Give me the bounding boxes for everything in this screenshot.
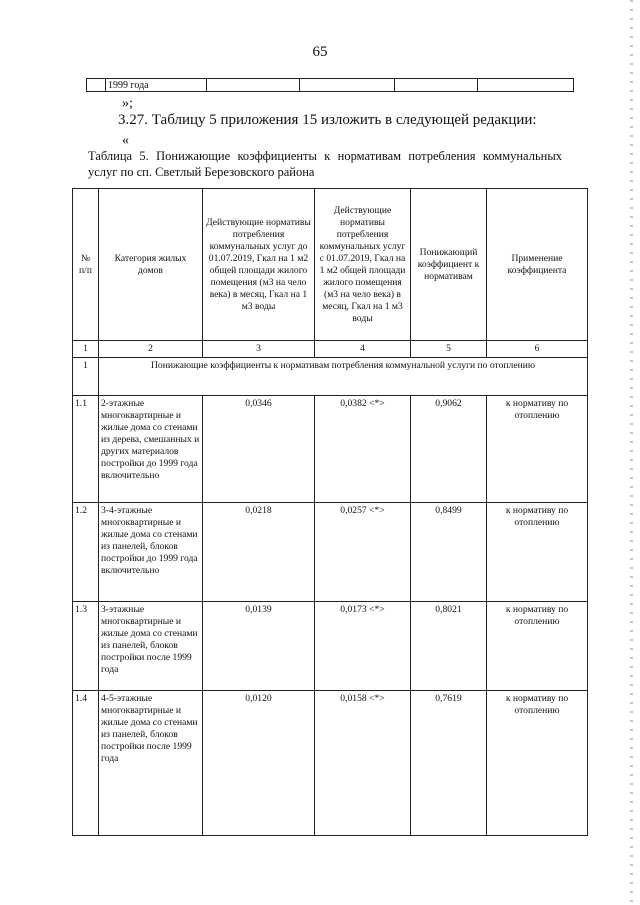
- row-norm-after: 0,0173 <*>: [315, 602, 411, 691]
- row-number: 1.1: [73, 396, 99, 503]
- header-row: [73, 189, 588, 341]
- table-row: [73, 602, 588, 691]
- row-category: 3-4-этажные многоквартирные и жилые дома со стенами из панелей, блоков постройки до 1999 года включительно: [99, 503, 203, 602]
- row-category: 4-5-этажные многоквартирные и жилые дома со стенами из панелей, блоков постройки после 1999 года: [99, 691, 203, 836]
- fragment-cell: [207, 79, 300, 92]
- row-norm-after: 0,0257 <*>: [315, 503, 411, 602]
- row-application: к нормативу по отоплению: [487, 396, 588, 503]
- header-num: № п/п: [73, 189, 99, 341]
- section-row: [73, 358, 588, 396]
- row-coefficient: 0,8021: [411, 602, 487, 691]
- row-category: 2-этажные многоквартирные и жилые дома со стенами из дерева, смешанных и других материалов постройки до 1999 года включительно: [99, 396, 203, 503]
- opening-quote: «: [122, 133, 129, 148]
- row-number: 1.4: [73, 691, 99, 836]
- row-application: к нормативу по отоплению: [487, 602, 588, 691]
- header-coefficient: Понижающий коэффициент к нормативам: [411, 189, 487, 341]
- row-norm-after: 0,0158 <*>: [315, 691, 411, 836]
- column-number: 4: [315, 341, 411, 358]
- previous-table-fragment: [86, 78, 574, 92]
- row-application: к нормативу по отоплению: [487, 691, 588, 836]
- row-norm-before: 0,0218: [203, 503, 315, 602]
- table-row: [73, 691, 588, 836]
- header-application: Применение коэффициента: [487, 189, 588, 341]
- row-coefficient: 0,7619: [411, 691, 487, 836]
- row-norm-before: 0,0139: [203, 602, 315, 691]
- fragment-cell: [87, 79, 106, 92]
- column-number-row: [73, 341, 588, 358]
- column-number: 3: [203, 341, 315, 358]
- row-coefficient: 0,9062: [411, 396, 487, 503]
- closing-quote: »;: [122, 96, 133, 111]
- row-norm-before: 0,0120: [203, 691, 315, 836]
- section-number: 1: [73, 358, 99, 396]
- fragment-cell-text: 1999 года: [106, 79, 207, 92]
- row-norm-after: 0,0382 <*>: [315, 396, 411, 503]
- amendment-instruction: 3.27. Таблицу 5 приложения 15 изложить в следующей редакции:: [118, 112, 537, 128]
- header-category: Категория жилых домов: [99, 189, 203, 341]
- scan-edge: [630, 0, 633, 905]
- coefficients-table: [72, 188, 588, 836]
- fragment-cell: [395, 79, 478, 92]
- row-coefficient: 0,8499: [411, 503, 487, 602]
- table-row: [73, 396, 588, 503]
- column-number: 2: [99, 341, 203, 358]
- column-number: 1: [73, 341, 99, 358]
- fragment-cell: [300, 79, 395, 92]
- row-norm-before: 0,0346: [203, 396, 315, 503]
- header-norm-before: Действующие нормативы потребления коммунальных услуг до 01.07.2019, Гкал на 1 м2 общей площади жилого помещения (м3 на чело века) в месяц, Гкал на 1 м3 воды: [203, 189, 315, 341]
- row-number: 1.2: [73, 503, 99, 602]
- fragment-cell: [478, 79, 574, 92]
- header-norm-after: Действующие нормативы потребления коммунальных услуг с 01.07.2019, Гкал на 1 м2 общей площади жилого помещения (м3 на чело века) в месяц, Гкал на 1 м3 воды: [315, 189, 411, 341]
- column-number: 5: [411, 341, 487, 358]
- row-application: к нормативу по отоплению: [487, 503, 588, 602]
- row-number: 1.3: [73, 602, 99, 691]
- table-caption: Таблица 5. Понижающие коэффициенты к нормативам потребления коммунальных услуг по сп. Светлый Березовского района: [88, 149, 562, 179]
- section-title: Понижающие коэффициенты к нормативам потребления коммунальной услуги по отоплению: [99, 358, 588, 396]
- row-category: 3-этажные многоквартирные и жилые дома со стенами из панелей, блоков постройки после 1999 года: [99, 602, 203, 691]
- column-number: 6: [487, 341, 588, 358]
- page-number: 65: [312, 44, 328, 60]
- table-row: [73, 503, 588, 602]
